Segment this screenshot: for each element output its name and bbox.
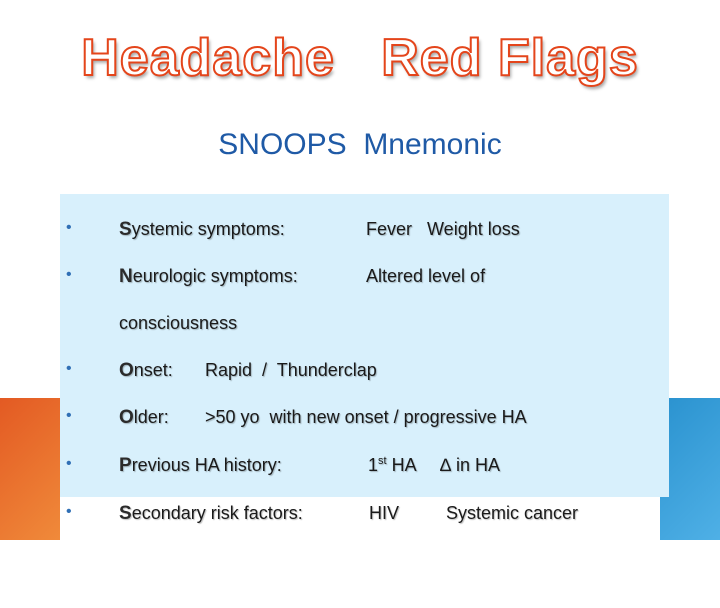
item-heading — [119, 360, 173, 382]
item-label: lder: — [133, 407, 169, 427]
decorative-blue-block — [660, 398, 720, 540]
item-initial: O — [119, 407, 134, 428]
item-heading — [119, 407, 169, 429]
list-item — [60, 407, 527, 437]
bullet: • — [66, 407, 72, 424]
bullet: • — [66, 503, 72, 520]
item-heading — [119, 266, 298, 288]
bullet: • — [66, 360, 72, 377]
item-detail: Fever Weight loss — [366, 219, 520, 239]
item-initial: S — [119, 503, 132, 524]
item-detail: HIV — [369, 503, 400, 523]
item-label: nset: — [133, 360, 173, 380]
item-detail-secondary: Systemic cancer — [446, 503, 579, 523]
bullet: • — [66, 266, 72, 283]
item-label: revious HA history: — [131, 455, 282, 475]
item-initial: P — [119, 455, 132, 476]
list-item-continuation — [60, 313, 238, 343]
item-detail-continuation: consciousness — [119, 313, 238, 333]
item-label: econdary risk factors: — [131, 503, 303, 523]
item-heading — [119, 503, 303, 525]
item-detail: Rapid / Thunderclap — [205, 360, 377, 380]
list-item — [60, 266, 486, 296]
item-heading — [119, 219, 285, 241]
item-detail: >50 yo with new onset / progressive HA — [205, 407, 527, 427]
list-item — [60, 455, 501, 485]
list-item — [60, 219, 520, 249]
slide-subtitle: SNOOPS Mnemonic — [218, 128, 502, 161]
item-label: ystemic symptoms: — [131, 219, 285, 239]
item-initial: S — [119, 219, 132, 240]
item-detail-secondary: ∆ in HA — [440, 455, 501, 475]
item-heading — [119, 455, 282, 477]
slide-title: Headache Red Flags — [81, 29, 639, 87]
item-detail-superscript: st — [378, 455, 387, 467]
list-item — [60, 503, 579, 533]
list-item — [60, 360, 377, 390]
item-initial: O — [119, 360, 134, 381]
item-initial: N — [119, 266, 133, 287]
bullet: • — [66, 455, 72, 472]
item-detail: Altered level of — [366, 266, 486, 286]
item-detail-number: 1 — [368, 455, 379, 475]
bullet: • — [66, 219, 72, 236]
item-label: eurologic symptoms: — [132, 266, 298, 286]
item-detail — [368, 455, 417, 476]
item-detail-suffix: HA — [386, 455, 417, 475]
decorative-orange-block — [0, 398, 60, 540]
